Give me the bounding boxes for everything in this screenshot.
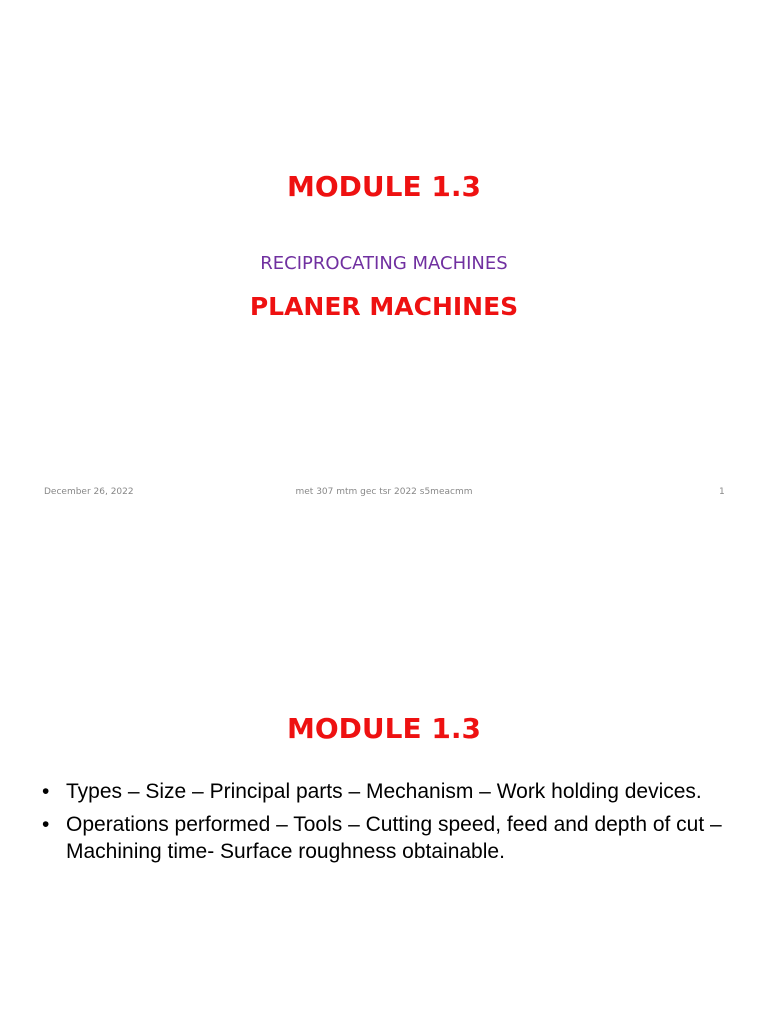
footer-date: December 26, 2022	[44, 487, 134, 497]
page-number: 1	[719, 487, 725, 497]
footer-center: met 307 mtm gec tsr 2022 s5meacmm	[295, 487, 473, 497]
slide-heading: PLANER MACHINES	[249, 292, 519, 321]
slide-title: MODULE 1.3	[287, 170, 481, 203]
bullet-item: • Operations performed – Tools – Cutting speed, feed and depth of cut – Machining time- Surface roughness obtainable.	[42, 811, 732, 865]
bullet-item: • Types – Size – Principal parts – Mechanism – Work holding devices.	[42, 778, 732, 805]
slide-subtitle: RECIPROCATING MACHINES	[260, 253, 508, 274]
bullet-list	[42, 778, 732, 871]
slide-title: MODULE 1.3	[287, 712, 481, 745]
